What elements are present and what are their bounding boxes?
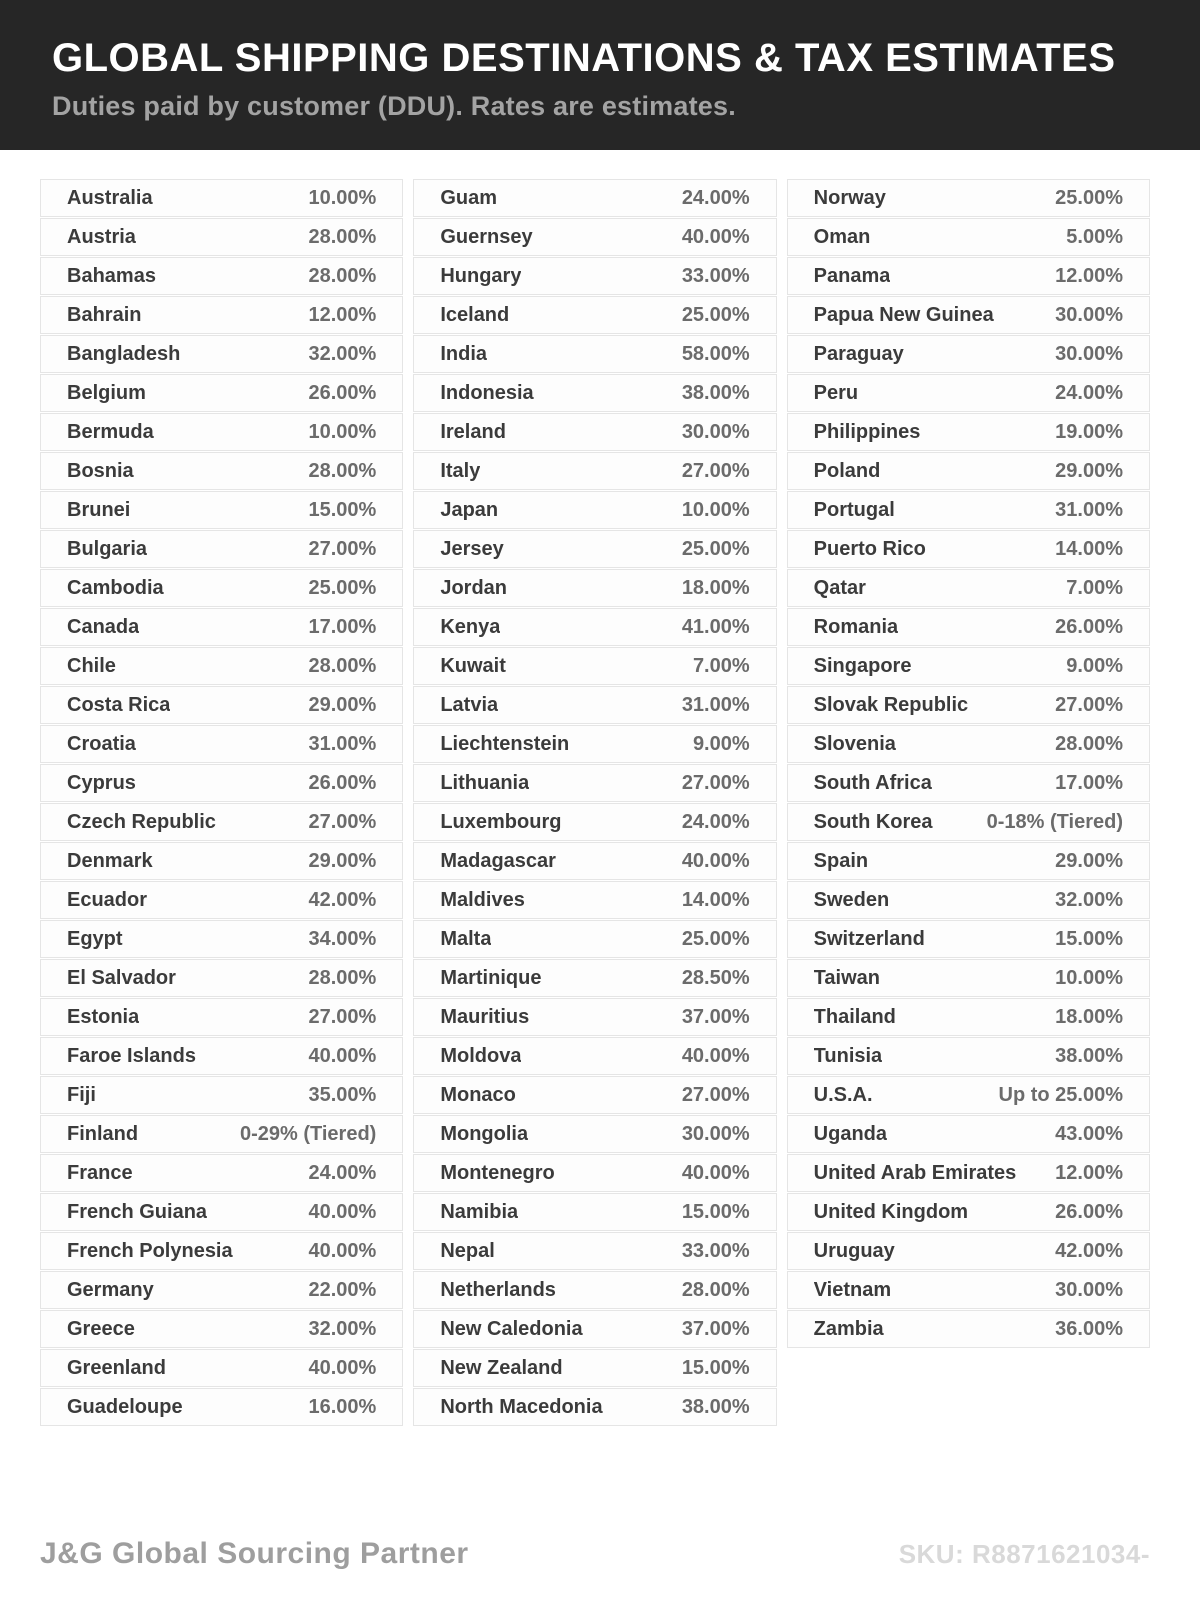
country-name: Poland [813,459,881,482]
rate-row [787,335,1150,373]
rate-row [40,725,403,763]
rate-row [787,1154,1150,1192]
rate-value: 26.00% [308,771,377,794]
country-name: Costa Rica [67,693,171,716]
rate-row [787,491,1150,529]
country-name: Slovenia [813,732,896,755]
footer [40,1537,1150,1571]
rate-value: 10.00% [681,498,750,521]
rate-value: 24.00% [1055,381,1123,404]
rate-row [40,1310,403,1348]
country-name: Iceland [440,303,510,326]
rate-row [787,647,1150,685]
rate-value: 31.00% [1055,498,1123,521]
rate-value: 28.00% [681,1278,750,1301]
country-name: Moldova [440,1044,522,1067]
rate-value: 15.00% [308,498,377,521]
rate-value: 30.00% [1055,303,1123,326]
rate-row [40,881,403,919]
rate-row [787,725,1150,763]
country-name: Qatar [813,576,866,599]
country-name: Hungary [440,264,522,287]
rate-row [413,998,776,1036]
rate-row [787,452,1150,490]
rate-value: 40.00% [308,1356,377,1379]
rate-value: 34.00% [308,927,377,950]
country-name: Luxembourg [440,810,562,833]
rate-value: 33.00% [681,264,750,287]
rate-value: 40.00% [308,1044,377,1067]
country-name: Denmark [67,849,153,872]
country-name: Thailand [813,1005,896,1028]
country-name: Monaco [440,1083,516,1106]
rate-row [40,647,403,685]
rate-row [40,764,403,802]
rate-value: 25.00% [1055,186,1123,209]
rate-value: 40.00% [308,1239,377,1262]
rate-row [787,1193,1150,1231]
rate-row [40,608,403,646]
country-name: Peru [813,381,859,404]
rate-value: 58.00% [681,342,750,365]
rate-value: 31.00% [308,732,377,755]
rate-value: 28.00% [308,264,377,287]
rate-row [40,803,403,841]
rate-row [413,1154,776,1192]
country-name: Estonia [67,1005,140,1028]
rate-value: 17.00% [308,615,377,638]
rate-value: 24.00% [681,186,750,209]
country-name: Madagascar [440,849,556,872]
rate-row [40,686,403,724]
country-name: Puerto Rico [813,537,926,560]
country-name: Greece [67,1317,135,1340]
rates-column-3 [787,179,1150,1427]
country-name: Bermuda [67,420,154,443]
country-name: Papua New Guinea [813,303,994,326]
rate-row [40,1193,403,1231]
rate-row [413,920,776,958]
country-name: Vietnam [813,1278,892,1301]
rate-row [40,374,403,412]
rates-column-2 [413,179,776,1427]
country-name: Zambia [813,1317,884,1340]
rate-value: 40.00% [681,849,750,872]
rate-row [787,179,1150,217]
country-name: Guam [440,186,498,209]
rate-value: 32.00% [308,342,377,365]
rate-value: 27.00% [308,537,377,560]
rate-row [787,1310,1150,1348]
rate-value: 9.00% [692,732,750,755]
country-name: Nepal [440,1239,495,1262]
rate-value: 10.00% [308,420,377,443]
rate-row [413,218,776,256]
country-name: Singapore [813,654,912,677]
rate-row [413,881,776,919]
country-name: United Kingdom [813,1200,969,1223]
rate-row [787,842,1150,880]
rate-row [413,569,776,607]
page-subtitle: Duties paid by customer (DDU). Rates are estimates. [52,91,736,121]
rate-row [413,374,776,412]
rate-value: 36.00% [1055,1317,1123,1340]
rate-row [787,257,1150,295]
rate-value: 28.00% [308,966,377,989]
rate-value: 40.00% [681,1161,750,1184]
rate-row [40,1076,403,1114]
rate-value: 40.00% [681,225,750,248]
country-name: Bulgaria [67,537,148,560]
country-name: Bahrain [67,303,142,326]
rate-value: 18.00% [681,576,750,599]
country-name: Taiwan [813,966,880,989]
country-name: Guernsey [440,225,533,248]
rate-value: 12.00% [1055,1161,1123,1184]
rate-row [413,1388,776,1426]
rate-row [787,296,1150,334]
rate-value: 29.00% [308,849,377,872]
country-name: Oman [813,225,871,248]
country-name: Bahamas [67,264,156,287]
country-name: Japan [440,498,499,521]
rate-value: 38.00% [1055,1044,1123,1067]
header-banner [0,0,1200,150]
rate-row [413,764,776,802]
rate-row [787,413,1150,451]
rate-value: 15.00% [1055,927,1123,950]
rate-value: 15.00% [681,1200,750,1223]
sku-label: SKU: R8871621034- [898,1539,1150,1569]
country-name: France [67,1161,133,1184]
rate-row [787,1037,1150,1075]
rate-row [40,1232,403,1270]
rate-row [413,296,776,334]
country-name: New Caledonia [440,1317,583,1340]
country-name: Jordan [440,576,508,599]
rate-row [40,179,403,217]
rate-value: 30.00% [681,1122,750,1145]
rate-row [413,1076,776,1114]
rate-row [40,296,403,334]
rate-row [787,608,1150,646]
country-name: Kenya [440,615,501,638]
country-name: Sweden [813,888,890,911]
rate-value: 29.00% [1055,849,1123,872]
rate-row [787,920,1150,958]
rate-row [413,608,776,646]
rate-row [40,1271,403,1309]
country-name: French Polynesia [67,1239,233,1262]
rate-value: 0-29% (Tiered) [239,1122,377,1145]
rate-value: 0-18% (Tiered) [986,810,1123,833]
rate-row [40,1037,403,1075]
rate-value: 7.00% [692,654,750,677]
country-name: Italy [440,459,481,482]
country-name: Canada [67,615,140,638]
rate-row [40,1154,403,1192]
country-name: Switzerland [813,927,925,950]
rate-row [787,569,1150,607]
rate-value: 28.00% [308,459,377,482]
country-name: Chile [67,654,116,677]
rate-value: 40.00% [681,1044,750,1067]
country-name: Cyprus [67,771,136,794]
rate-row [413,413,776,451]
rate-value: 25.00% [681,537,750,560]
country-name: Lithuania [440,771,530,794]
rate-row [413,842,776,880]
rate-row [787,1232,1150,1270]
rate-row [413,1115,776,1153]
country-name: El Salvador [67,966,176,989]
rate-row [413,491,776,529]
country-name: Ireland [440,420,506,443]
rate-value: 26.00% [1055,1200,1123,1223]
country-name: North Macedonia [440,1395,603,1418]
country-name: Portugal [813,498,895,521]
rate-row [40,491,403,529]
country-name: French Guiana [67,1200,208,1223]
rate-row [40,452,403,490]
country-name: Germany [67,1278,154,1301]
rate-row [40,413,403,451]
rate-row [413,686,776,724]
country-name: Fiji [67,1083,96,1106]
country-name: Egypt [67,927,123,950]
rate-row [40,218,403,256]
country-name: United Arab Emirates [813,1161,1017,1184]
country-name: Mauritius [440,1005,530,1028]
rate-value: 7.00% [1066,576,1123,599]
rate-value: 5.00% [1066,225,1123,248]
rate-row [413,1193,776,1231]
rate-value: 32.00% [308,1317,377,1340]
rate-row [40,335,403,373]
country-name: Latvia [440,693,499,716]
rates-column-1 [40,179,403,1427]
rate-row [40,920,403,958]
country-name: Cambodia [67,576,164,599]
rate-value: 10.00% [308,186,377,209]
rate-value: 12.00% [1055,264,1123,287]
rate-row [40,1388,403,1426]
rate-row [413,725,776,763]
rate-row [40,569,403,607]
country-name: Montenegro [440,1161,555,1184]
country-name: Philippines [813,420,921,443]
rate-value: 27.00% [681,771,750,794]
rate-row [413,1310,776,1348]
rate-row [787,218,1150,256]
rate-value: 40.00% [308,1200,377,1223]
rate-value: 30.00% [1055,342,1123,365]
rate-value: 32.00% [1055,888,1123,911]
page-title: GLOBAL SHIPPING DESTINATIONS & TAX ESTIMATES [52,36,1116,80]
rate-value: 30.00% [1055,1278,1123,1301]
rate-value: 28.00% [1055,732,1123,755]
rate-value: Up to 25.00% [998,1083,1123,1106]
rate-value: 29.00% [1055,459,1123,482]
country-name: Uganda [813,1122,887,1145]
rate-row [787,764,1150,802]
country-name: India [440,342,487,365]
country-name: Bosnia [67,459,134,482]
country-name: Spain [813,849,869,872]
country-name: Romania [813,615,899,638]
country-name: Croatia [67,732,136,755]
rate-row [413,647,776,685]
country-name: Uruguay [813,1239,895,1262]
rate-row [413,257,776,295]
rate-row [40,1349,403,1387]
rate-value: 16.00% [308,1395,377,1418]
rate-row [413,1349,776,1387]
rate-row [40,530,403,568]
rate-value: 25.00% [681,927,750,950]
country-name: Bangladesh [67,342,181,365]
country-name: Norway [813,186,886,209]
country-name: South Africa [813,771,932,794]
rate-value: 22.00% [308,1278,377,1301]
rate-row [787,1271,1150,1309]
rate-row [40,998,403,1036]
country-name: Slovak Republic [813,693,969,716]
country-name: Guadeloupe [67,1395,183,1418]
rate-value: 14.00% [681,888,750,911]
rate-row [787,959,1150,997]
rate-value: 12.00% [308,303,377,326]
rate-row [40,959,403,997]
rate-row [413,1232,776,1270]
country-name: Panama [813,264,891,287]
rate-value: 27.00% [681,1083,750,1106]
rate-row [787,686,1150,724]
country-name: Ecuador [67,888,148,911]
country-name: Austria [67,225,136,248]
country-name: New Zealand [440,1356,563,1379]
rate-value: 27.00% [308,1005,377,1028]
rate-row [787,998,1150,1036]
rate-value: 14.00% [1055,537,1123,560]
rate-value: 43.00% [1055,1122,1123,1145]
rate-value: 42.00% [308,888,377,911]
rate-row [40,842,403,880]
rate-value: 28.00% [308,225,377,248]
rate-row [413,179,776,217]
rate-value: 37.00% [681,1317,750,1340]
rate-value: 17.00% [1055,771,1123,794]
rate-value: 38.00% [681,381,750,404]
rate-value: 27.00% [308,810,377,833]
rate-row [787,803,1150,841]
rate-row [413,530,776,568]
country-name: Greenland [67,1356,166,1379]
country-name: Martinique [440,966,542,989]
country-name: South Korea [813,810,933,833]
rate-row [787,1076,1150,1114]
rate-value: 10.00% [1055,966,1123,989]
rate-value: 19.00% [1055,420,1123,443]
rate-value: 24.00% [308,1161,377,1184]
rate-value: 37.00% [681,1005,750,1028]
rate-row [413,452,776,490]
rate-value: 42.00% [1055,1239,1123,1262]
rate-value: 25.00% [681,303,750,326]
country-name: Namibia [440,1200,519,1223]
country-name: Indonesia [440,381,534,404]
country-name: Tunisia [813,1044,883,1067]
rate-value: 33.00% [681,1239,750,1262]
rates-table [40,179,1150,1427]
rate-value: 30.00% [681,420,750,443]
rate-row [413,1037,776,1075]
rate-row [413,335,776,373]
rate-value: 41.00% [681,615,750,638]
country-name: Liechtenstein [440,732,570,755]
country-name: Netherlands [440,1278,556,1301]
rate-value: 24.00% [681,810,750,833]
rate-value: 29.00% [308,693,377,716]
country-name: Kuwait [440,654,506,677]
rate-value: 28.50% [681,966,750,989]
country-name: Czech Republic [67,810,216,833]
rate-row [787,374,1150,412]
rate-row [40,257,403,295]
rate-value: 18.00% [1055,1005,1123,1028]
country-name: Mongolia [440,1122,529,1145]
rate-row [787,881,1150,919]
country-name: Maldives [440,888,525,911]
rate-value: 27.00% [681,459,750,482]
rate-row [413,1271,776,1309]
country-name: Finland [67,1122,139,1145]
rate-row [413,803,776,841]
rate-value: 38.00% [681,1395,750,1418]
brand-name: J&G Global Sourcing Partner [40,1537,469,1570]
rate-value: 15.00% [681,1356,750,1379]
rate-value: 9.00% [1066,654,1123,677]
country-name: Australia [67,186,153,209]
rate-value: 26.00% [308,381,377,404]
rate-row [787,1115,1150,1153]
rate-row [40,1115,403,1153]
rate-value: 28.00% [308,654,377,677]
country-name: Brunei [67,498,131,521]
country-name: Belgium [67,381,146,404]
country-name: Jersey [440,537,504,560]
country-name: Faroe Islands [67,1044,196,1067]
rate-value: 26.00% [1055,615,1123,638]
rate-value: 31.00% [681,693,750,716]
rate-row [787,530,1150,568]
country-name: Malta [440,927,492,950]
country-name: Paraguay [813,342,904,365]
rate-value: 35.00% [308,1083,377,1106]
rate-value: 25.00% [308,576,377,599]
country-name: U.S.A. [813,1083,873,1106]
rate-value: 27.00% [1055,693,1123,716]
rate-row [413,959,776,997]
